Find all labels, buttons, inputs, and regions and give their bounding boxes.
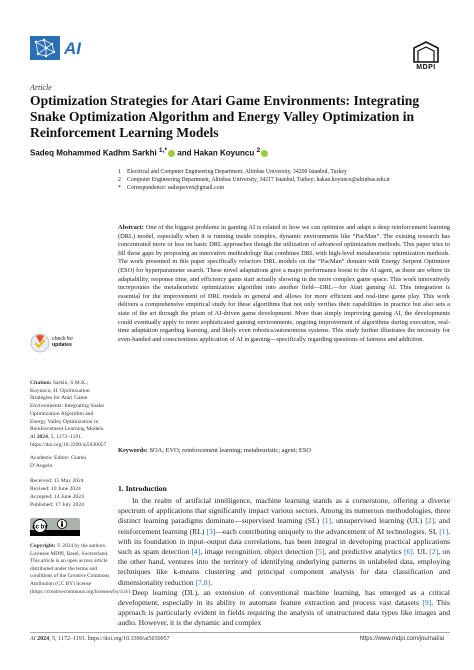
citation-year: 2024	[36, 433, 48, 440]
affiliation-item	[118, 184, 448, 192]
cc-by-license-icon[interactable]	[30, 518, 80, 536]
citation-link[interactable]: [1]	[439, 526, 449, 536]
affiliation-text: Electrical and Computer Engineering Department, Altinbas University, 34200 Istanbul, Turkey	[127, 169, 347, 175]
text-run: Deep learning (DL), an extension of conventional machine learning, has emerged as a critical development, especially in its ability to automate feature extraction and process vast datasets	[118, 587, 450, 608]
keywords	[118, 447, 450, 456]
keywords-label: Keywords:	[118, 447, 148, 454]
copyright-label: Copyright:	[30, 543, 56, 549]
text-run: —each contributing uniquely to the advancement of AI technologies. SL	[215, 526, 440, 536]
citation-link[interactable]: [1]	[322, 516, 332, 526]
date-accepted: Accepted: 14 June 2024	[30, 493, 84, 500]
updates-line-1: check for	[52, 336, 74, 342]
date-published: Published: 17 July 2024	[30, 501, 84, 508]
text-run: . UL	[412, 547, 430, 557]
affiliation-item	[118, 168, 448, 176]
affiliation-text[interactable]: Correspondence: sadeqseven@gmail.com	[127, 185, 225, 191]
affiliation-mark: *	[118, 185, 121, 191]
author-2-affil: 2	[256, 147, 261, 154]
citation	[30, 380, 108, 449]
academic-editor: Academic Editor: Gianni D’Angelo	[30, 455, 87, 470]
text-run: , unsupervised learning (UL)	[331, 516, 426, 526]
text-run: .	[210, 577, 213, 587]
paper-title: Optimization Strategies for Atari Game Environments: Integrating Snake Optimization Algorithm and Energy Valley Optimization in Reinforcement Learning Models	[30, 93, 420, 140]
copyright-text: © 2024 by the authors. Licensee MDPI, Basel, Switzerland. This article is an open access article distributed under the terms and conditions of the Creative Commons Attribution (CC BY) license (https://creativecommons.org/licenses/by/4.0/).	[30, 543, 132, 595]
publisher-name: MDPI	[416, 64, 436, 71]
text-run: . This approach is particularly evident in fields requiring the analysis of unstructured data types like images and audio. However, it is the dynamic and complex	[118, 598, 450, 628]
footer-journal: AI	[30, 636, 36, 642]
author-separator[interactable]: and Hakan Koyuncu	[175, 148, 257, 158]
citation-link[interactable]: [3]	[206, 526, 216, 536]
citation-link[interactable]: [4]	[191, 547, 201, 557]
affiliations	[118, 168, 448, 192]
author-line	[30, 147, 268, 158]
footer-citation	[30, 636, 170, 642]
intro-paragraph	[118, 588, 450, 629]
text-run: , image recognition, object detection	[200, 547, 316, 557]
citation-link[interactable]: [7,8]	[195, 577, 211, 587]
citation-pages[interactable]: , 5, 1172–1191. https://doi.org/10.3390/ai5030057	[30, 433, 107, 448]
check-for-updates[interactable]	[52, 336, 73, 348]
cc-text: cc by	[32, 524, 48, 531]
affiliation-mark: 1	[118, 169, 121, 175]
author-1[interactable]: Sadeq Mohammed Kadhm Sarkhi	[30, 148, 159, 158]
text-run: , with its foundation in input–output data correlations, has been integral in developing practical applications such as spam detection	[118, 526, 451, 557]
date-revised: Revised: 10 June 2024	[30, 485, 81, 492]
affiliation-mark: 2	[118, 177, 121, 183]
article-dates	[30, 477, 108, 509]
updates-line-2: updates	[52, 342, 72, 348]
affiliation-item	[118, 176, 448, 184]
journal-name: AI	[64, 39, 81, 58]
citation-label: Citation:	[30, 380, 52, 386]
text-run: In the realm of artificial intelligence, machine learning stands as a cornerstone, offering a diverse spectrum of applications that significantly impact various sectors. Among its numerous methodologies, three distinct learning paradigms dominate—supervised learning (SL)	[118, 496, 450, 526]
check-for-updates-icon[interactable]	[30, 333, 50, 353]
abstract-label: Abstract:	[118, 224, 144, 231]
mdpi-logo-icon	[408, 40, 444, 64]
journal-logo-icon	[30, 36, 60, 60]
footer-divider	[30, 632, 450, 633]
footer-year: 2024	[37, 636, 50, 642]
citation-link[interactable]: [6]	[403, 547, 413, 557]
affiliation-text[interactable]: Computer Engineering Department, Altinbas University, 34217 Istanbul, Turkey; hakan.koyuncu@altinbas.edu.tr	[127, 177, 390, 183]
section-heading-introduction: 1. Introduction	[118, 484, 167, 493]
keywords-text: SOA; EVO; reinforcement learning; metaheuristic; agent; ESO	[149, 447, 311, 454]
citation-link[interactable]: [2]	[425, 516, 435, 526]
abstract-text: One of the biggest problems in gaming AI is related to how we can optimize and adapt a deep reinforcement learning (DRL) model, especially when it is running inside complex, dynamic environments like “PacMan”. The existing research has concentrated more or less on basic DRL approaches though the utilization of advanced optimization methods. This paper tries to fill these gaps by proposing an innovative methodology that combines DRL with high-level metaheuristic optimization methods. The work presented in this paper specifically refactors DRL models on the “PacMan” domain with Energy Serpent Optimizer (ESO) for hyperparameter search. These novel adaptations give a major performance boost to the AI agent, as these are where its adaptability, response time, and efficiency gains start actually showing in the more complex game space. This work innovatively incorporates the metaheuristic optimization algorithm into another field—DRL—for Atari gaming AI. This integration is essential for the improvement of DRL models in general and allows for more efficient and real-time game play. This work delivers a comprehensive empirical study for these algorithms that not only verifies their capabilities in practice but also sets a state of the art through the prism of AI-driven game development. More than simply improving gaming AI, the developments could eventually apply to more sophisticated gaming environments, ongoing improvement of algorithms during execution, real-time adaptation regarding learning, and likely even robotics/autonomous systems. This study further illustrates the necessity for even-handed and conscientious application of AI in gaming—specifically regarding questions of fairness and addiction.	[118, 224, 450, 343]
copyright-notice	[30, 543, 132, 596]
citation-text: Sarkhi, S.M.K.; Koyuncu, H. Optimization Strategies for Atari Game Environments: Integrating Snake Optimization Algorithm and Energy Valley Optimization in Reinforcement Learning Models.	[30, 380, 105, 433]
footer-doi[interactable]: , 5, 1172–1191. https://doi.org/10.3390/ai5030057	[49, 636, 170, 642]
abstract	[118, 224, 450, 344]
text-run: , on the other hand, ventures into the territory of identifying underlying patterns in unlabeled data, employing techniques like k-means clustering and principal component analysis for data classification and dimensionality reduction	[118, 547, 451, 587]
citation-link[interactable]: [2]	[429, 547, 439, 557]
citation-link[interactable]: [5]	[315, 547, 325, 557]
citation-link[interactable]: [9]	[422, 598, 432, 608]
orcid-icon[interactable]	[261, 150, 268, 157]
intro-paragraph	[118, 496, 450, 588]
date-received: Received: 15 May 2024	[30, 477, 84, 484]
author-1-affil: 1,*	[158, 147, 168, 154]
article-info-sidebar	[30, 380, 108, 509]
article-type: Article	[30, 83, 52, 92]
footer-journal-url[interactable]: https://www.mdpi.com/journal/ai	[359, 636, 444, 642]
citation-journal: AI	[30, 433, 36, 440]
introduction-body	[118, 496, 450, 629]
text-run: , and reinforcement learning (RL)	[118, 516, 451, 536]
text-run: , and predictive analytics	[324, 547, 404, 557]
